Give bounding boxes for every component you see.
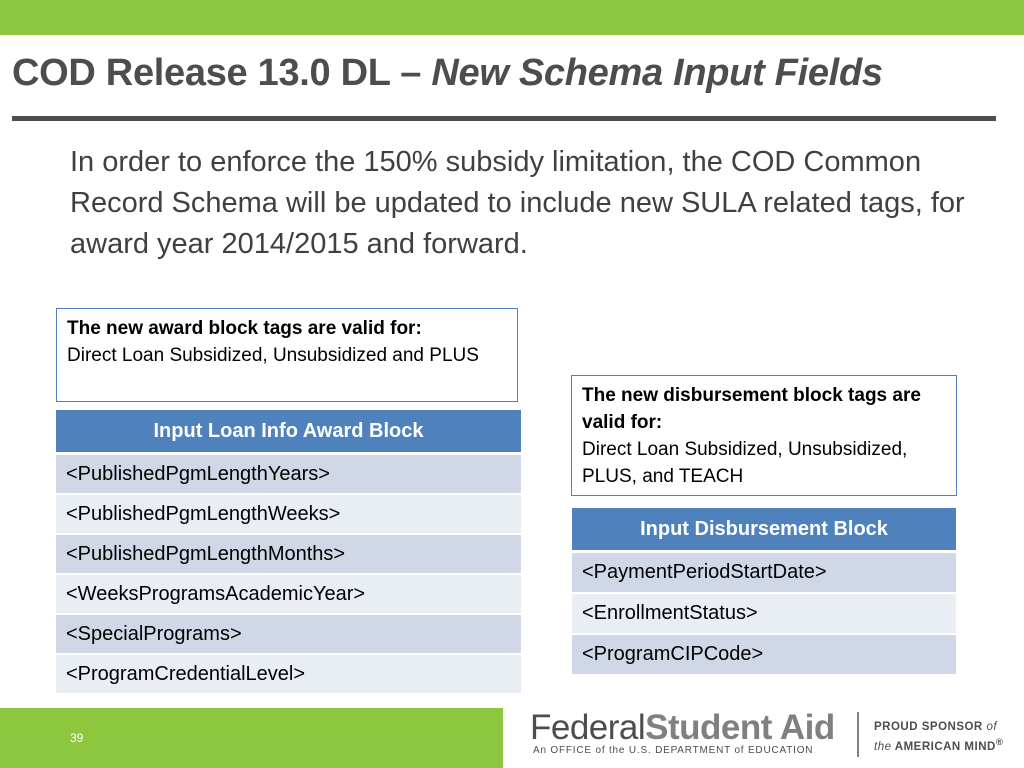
top-accent-bar: [0, 0, 1024, 35]
title-divider: [12, 116, 996, 121]
table-row: <WeeksProgramsAcademicYear>: [56, 575, 521, 615]
disbursement-table-header: Input Disbursement Block: [572, 508, 956, 553]
sponsor-line-1: [874, 719, 1003, 735]
slide-title: [12, 52, 1012, 95]
logo-word-student-aid: Student Aid: [645, 708, 835, 747]
table-row: <PublishedPgmLengthMonths>: [56, 535, 521, 575]
title-italic: New Schema Input Fields: [431, 52, 883, 94]
logo-word-federal: Federal: [530, 708, 646, 747]
title-main: COD Release 13.0 DL –: [12, 52, 432, 94]
award-note-body: Direct Loan Subsidized, Unsubsidized and PLUS: [67, 345, 479, 366]
logo-divider: [857, 712, 859, 757]
disbursement-note-heading: The new disbursement block tags are valid for:: [582, 385, 921, 433]
table-row: <ProgramCredentialLevel>: [56, 655, 521, 695]
sponsor-line-1-italic: of: [986, 721, 998, 733]
disbursement-note-box: [571, 375, 957, 496]
table-row: <ProgramCIPCode>: [572, 635, 956, 676]
award-note-box: [56, 308, 518, 402]
logo-tagline: An OFFICE of the U.S. DEPARTMENT of EDUCATION: [533, 745, 814, 756]
award-note-heading: The new award block tags are valid for:: [67, 318, 422, 339]
sponsor-line-1-main: PROUD SPONSOR: [874, 721, 987, 733]
intro-paragraph: In order to enforce the 150% subsidy limitation, the COD Common Record Schema will be updated to include new SULA related tags, for award year 2014/2015 and forward.: [70, 146, 965, 260]
award-block-table: [56, 410, 521, 695]
sponsor-text: [874, 719, 1003, 755]
sponsor-line-2-main: AMERICAN MIND: [891, 740, 996, 753]
federal-student-aid-logo: [530, 708, 860, 764]
table-row: <PublishedPgmLengthWeeks>: [56, 495, 521, 535]
table-row: <SpecialPrograms>: [56, 615, 521, 655]
registered-mark: ®: [995, 737, 1004, 748]
page-number: 39: [70, 731, 84, 745]
sponsor-line-2: [874, 735, 1003, 755]
table-row: <EnrollmentStatus>: [572, 594, 956, 635]
logo-wordmark: [530, 708, 835, 748]
table-row: <PublishedPgmLengthYears>: [56, 455, 521, 495]
disbursement-note-body: Direct Loan Subsidized, Unsubsidized, PLUS, and TEACH: [582, 439, 908, 487]
disbursement-block-table: [572, 508, 956, 676]
table-row: <PaymentPeriodStartDate>: [572, 553, 956, 594]
sponsor-line-2-italic: the: [874, 740, 892, 753]
award-table-header: Input Loan Info Award Block: [56, 410, 521, 455]
